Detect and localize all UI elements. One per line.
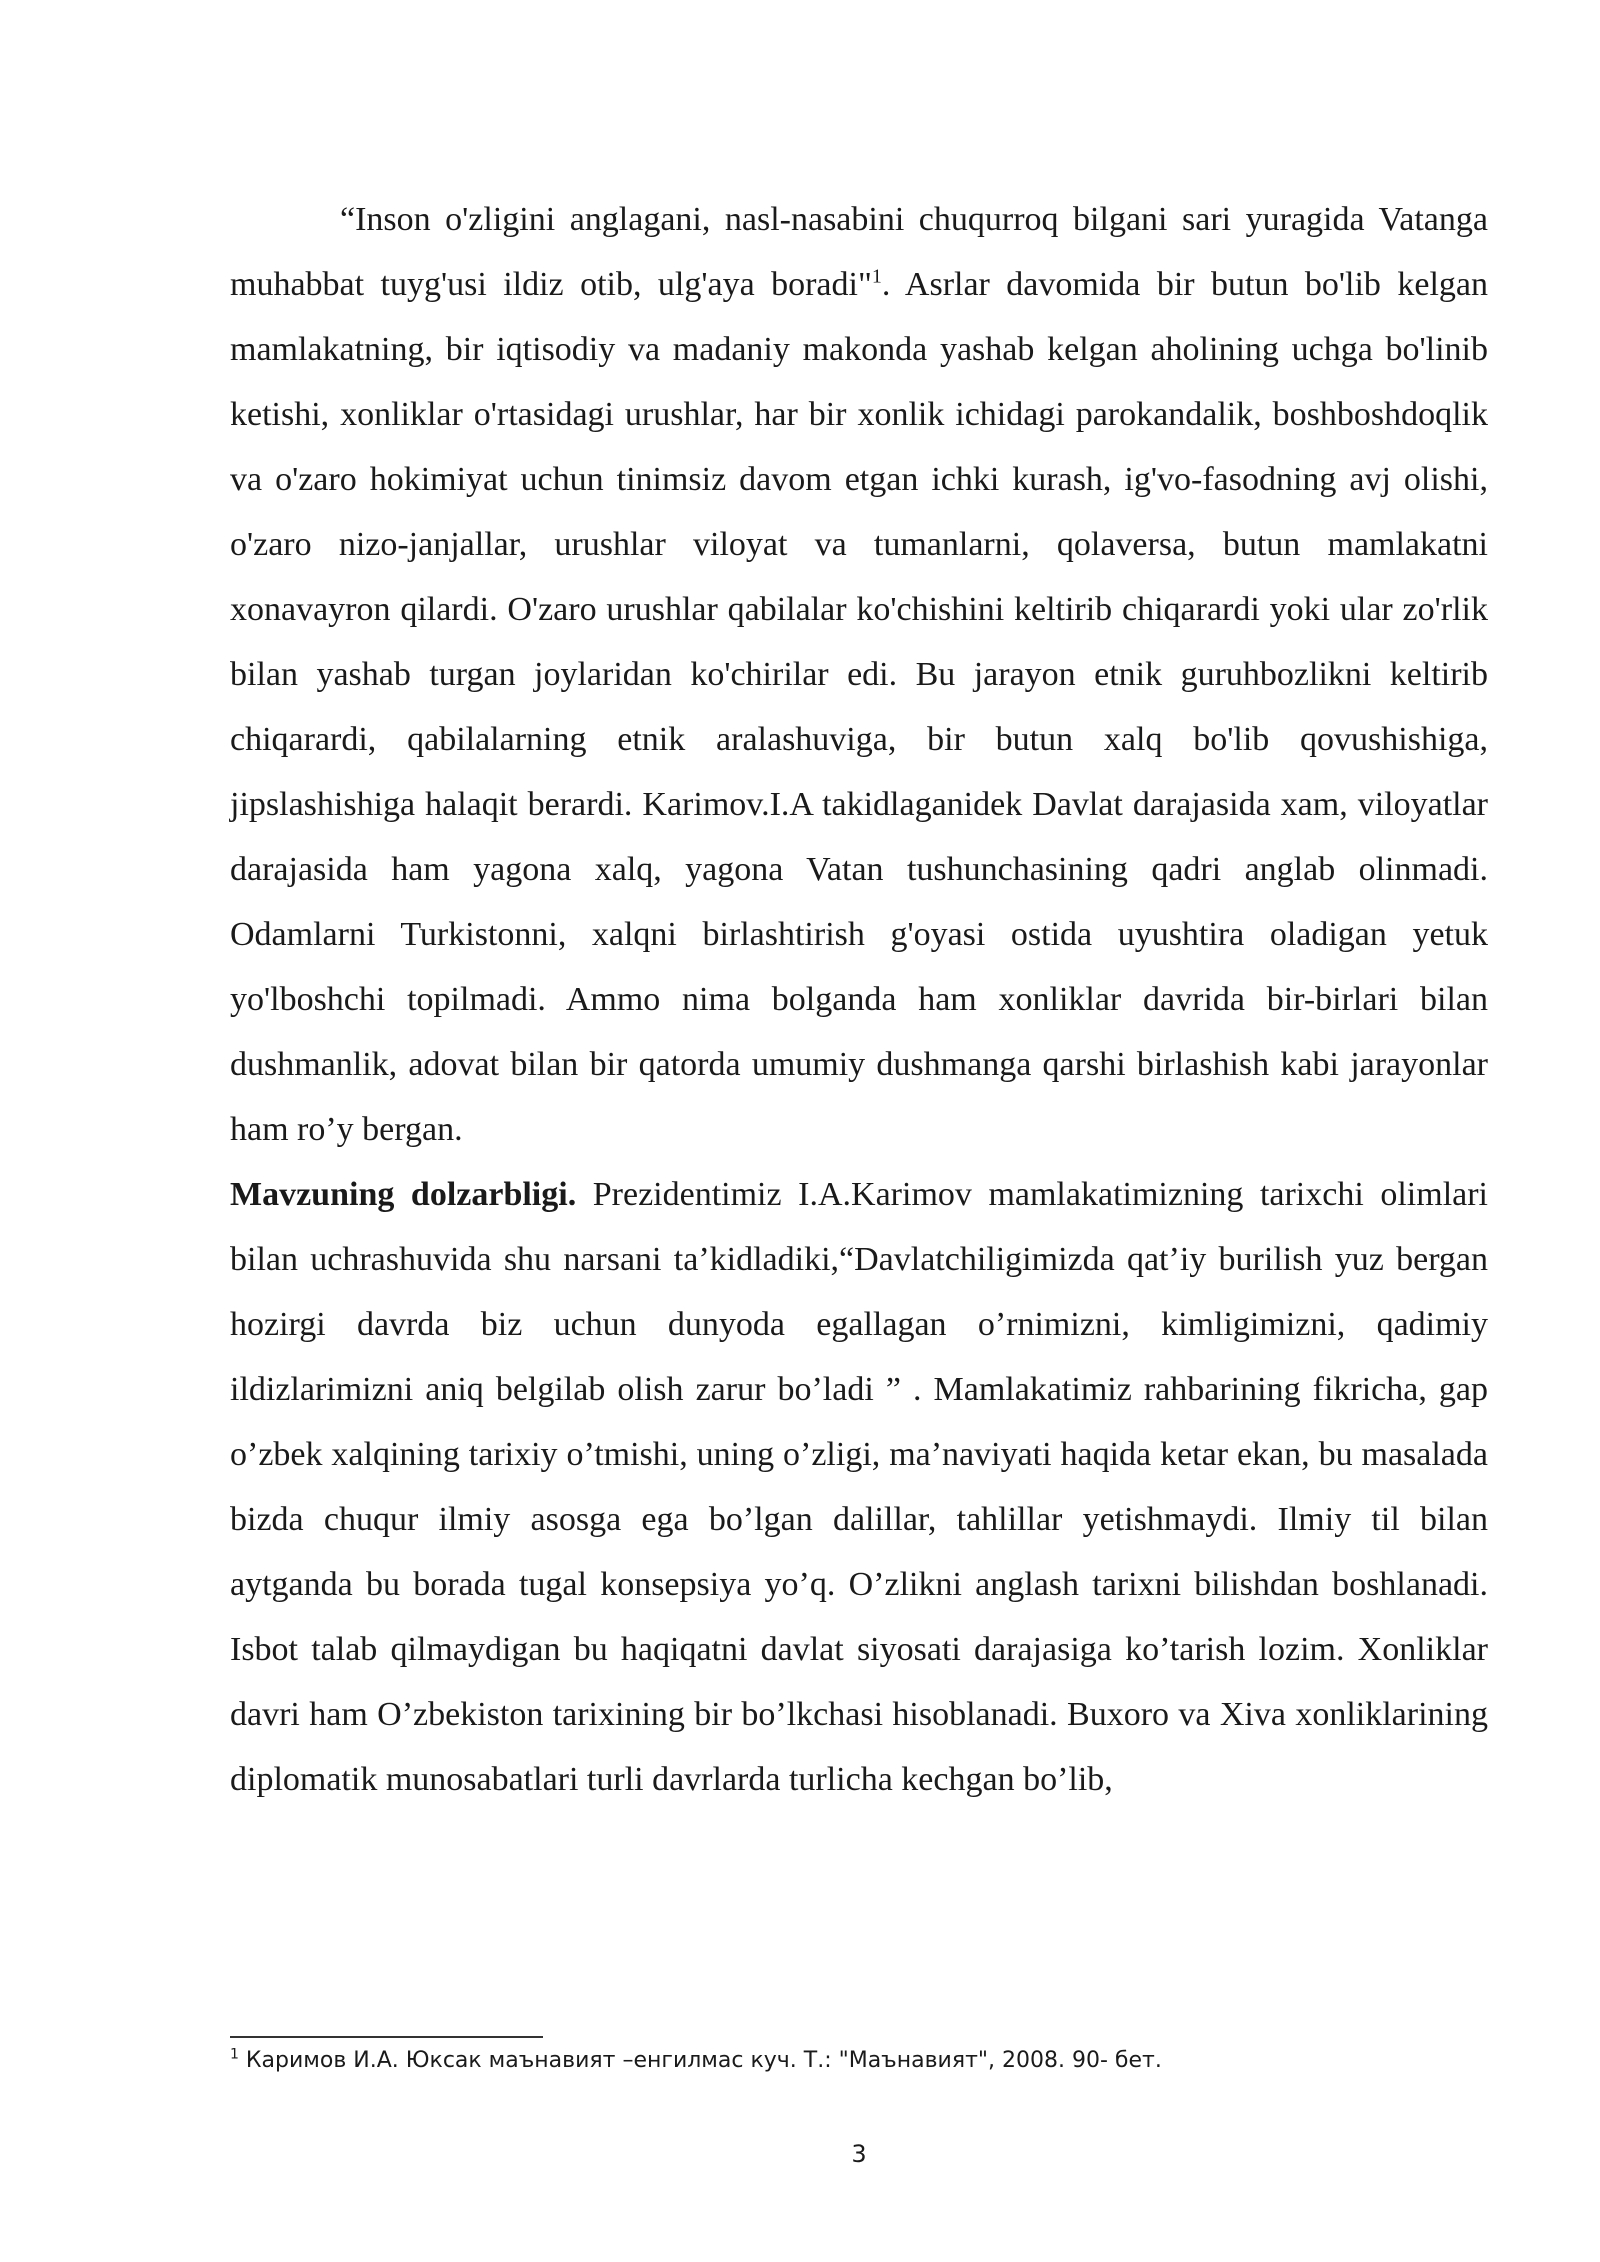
page-number: 3 <box>851 2140 867 2168</box>
footnote-reference[interactable]: 1 <box>871 265 882 288</box>
section-heading: Mavzuning dolzarbligi. <box>230 1176 577 1213</box>
paragraph-1-part-2: . Asrlar davomida bir butun bo'lib kelgan mamlakatning, bir iqtisodiy va madaniy makonda yashab kelgan aholining uchga bo'linib ketishi, xonliklar o'rtasidagi urushlar, har bir xonlik ichidagi parokandalik, boshboshdoqlik va o'zaro hokimiyat uchun tinimsiz davom etgan ichki kurash, ig'vo-fasodning avj olishi, o'zaro nizo-janjallar, urushlar viloyat va tumanlarni, qolaversa, butun mamlakatni xonavayron qilardi. O'zaro urushlar qabilalar ko'chishini keltirib chiqarardi yoki ular zo'rlik bilan yashab turgan joylaridan ko'chirilar edi. Bu jarayon etnik guruhbozlikni keltirib chiqarardi, qabilalarning etnik aralashuviga, bir butun xalq bo'lib qovushishiga, jipslashishiga halaqit berardi. Karimov.I.A takidlaganidek Davlat darajasida xam, viloyatlar darajasida ham yagona xalq, yagona Vatan tushunchasining qadri anglab olinmadi. Odamlarni Turkistonni, xalqni birlashtirish g'oyasi ostida uyushtira oladigan yetuk yo'lboshchi topilmadi. Ammo nima bolganda ham xonliklar davrida bir-birlari bilan dushmanlik, adovat bilan bir qatorda umumiy dushmanga qarshi birlashish kabi jarayonlar ham ro’y bergan. <box>230 266 1489 1148</box>
paragraph-1 <box>230 187 1488 1162</box>
main-text <box>230 187 1488 1812</box>
footnote-separator <box>230 2036 543 2038</box>
footnote <box>230 2044 1488 2078</box>
paragraph-2 <box>230 1162 1488 1812</box>
footnote-text: Каримов И.А. Юксак маънавият –енгилмас куч. Т.: "Маънавият", 2008. 90- бет. <box>238 2048 1162 2073</box>
footnote-number: 1 <box>230 2046 239 2063</box>
paragraph-2-text: Prezidentimiz I.A.Karimov mamlakatimizning tarixchi olimlari bilan uchrashuvida shu narsani ta’kidladiki,“Davlatchiligimizda qat’iy burilish yuz bergan hozirgi davrda biz uchun dunyoda egallagan o’rnimizni, kimligimizni, qadimiy ildizlarimizni aniq belgilab olish zarur bo’ladi ” . Mamlakatimiz rahbarining fikricha, gap o’zbek xalqining tarixiy o’tmishi, uning o’zligi, ma’naviyati haqida ketar ekan, bu masalada bizda chuqur ilmiy asosga ega bo’lgan dalillar, tahlillar yetishmaydi. Ilmiy til bilan aytganda bu borada tugal konsepsiya yo’q. O’zlikni anglash tarixni bilishdan boshlanadi. Isbot talab qilmaydigan bu haqiqatni davlat siyosati darajasiga ko’tarish lozim. Xonliklar davri ham O’zbekiston tarixining bir bo’lkchasi hisoblanadi. Buxoro va Xiva xonliklarining diplomatik munosabatlari turli davrlarda turlicha kechgan bo’lib, <box>230 1176 1488 1798</box>
paragraph-1-part-1: “Inson o'zligini anglagani, nasl-nasabini chuqurroq bilgani sari yuragida Vatanga muhabbat tuyg'usi ildiz otib, ulg'aya boradi" <box>230 201 1488 303</box>
